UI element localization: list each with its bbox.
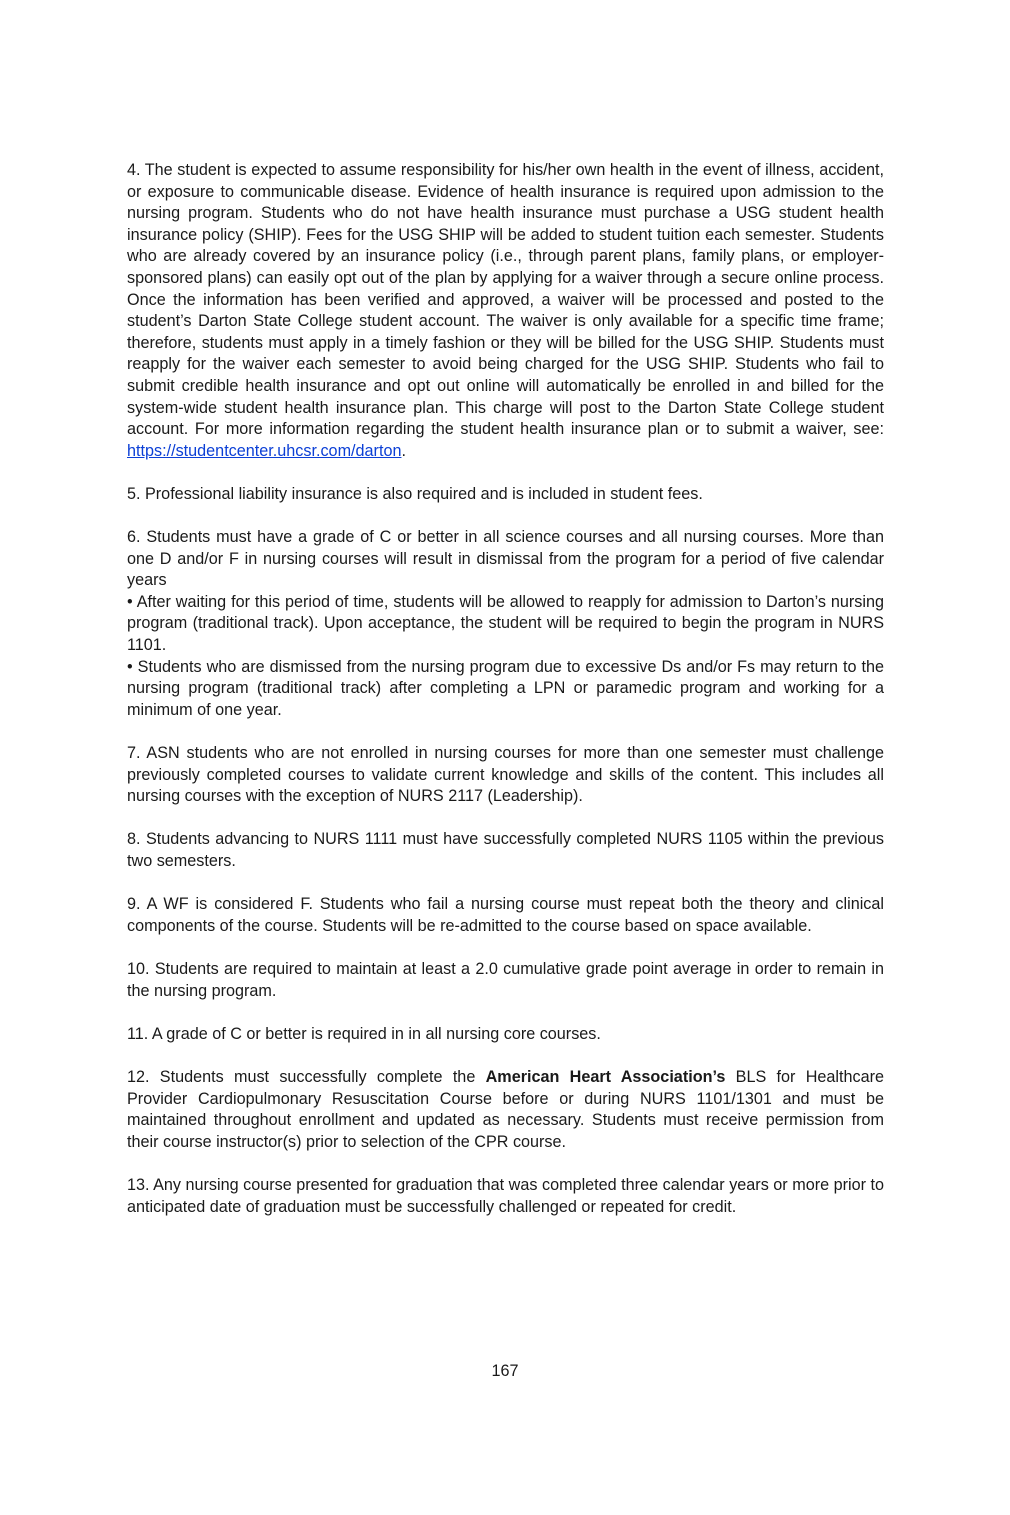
document-body (127, 160, 884, 1218)
paragraph-item-12 (127, 1067, 884, 1153)
item-4-text: 4. The student is expected to assume responsibility for his/her own health in the event of illness, accident, or exposure to communicable disease. Evidence of health insurance is required upon admission to the nursing program. Students who do not have health insurance must purchase a USG student health insurance policy (SHIP). Fees for the USG SHIP will be added to student tuition each semester. Students who are already covered by an insurance policy (i.e., through parent plans, family plans, or employer-sponsored plans) can easily opt out of the plan by applying for a waiver through a secure online process. Once the information has been verified and approved, a waiver will be processed and posted to the student’s Darton State College student account. The waiver is only available for a specific time frame; therefore, students must apply in a timely fashion or they will be billed for the USG SHIP. Students must reapply for the waiver each semester to avoid being charged for the USG SHIP. Students who fail to submit credible health insurance and opt out online will automatically be enrolled in and billed for the system-wide student health insurance plan. This charge will post to the Darton State College student account. For more information regarding the student health insurance plan or to submit a waiver, see: (127, 161, 884, 439)
paragraph-item-4 (127, 160, 884, 462)
item-6-bullet-2: • Students who are dismissed from the nursing program due to excessive Ds and/or Fs may return to the nursing program (traditional track) after completing a LPN or paramedic program and working for a minimum of one year. (127, 657, 884, 719)
item-12-after: BLS for Healthcare Provider Cardiopulmonary Resuscitation Course before or during NURS 1101/1301 and must be maintained throughout enrollment and updated as necessary. Students must receive permission from their course instructor(s) prior to selection of the CPR course. (127, 1067, 884, 1151)
item-4-suffix: . (401, 441, 406, 460)
paragraph-item-8: 8. Students advancing to NURS 1111 must have successfully completed NURS 1105 within the previous two semesters. (127, 830, 884, 870)
paragraph-item-5: 5. Professional liability insurance is also required and is included in student fees. (127, 484, 703, 503)
paragraph-item-13: 13. Any nursing course presented for graduation that was completed three calendar years or more prior to anticipated date of graduation must be successfully challenged or repeated for credit. (127, 1175, 884, 1216)
item-12-before: 12. Students must successfully complete the (127, 1067, 486, 1086)
page-number: 167 (491, 1362, 519, 1380)
paragraph-item-11: 11. A grade of C or better is required in in all nursing core courses. (127, 1024, 601, 1043)
paragraph-item-7: 7. ASN students who are not enrolled in nursing courses for more than one semester must challenge previously completed courses to validate current knowledge and skills of the content. This includes all nursing courses with the exception of NURS 2117 (Leadership). (127, 744, 884, 806)
paragraph-item-6: 6. Students must have a grade of C or better in all science courses and all nursing courses. More than one D and/or F in nursing courses will result in dismissal from the program for a period of five calendar years (127, 528, 884, 590)
paragraph-item-10: 10. Students are required to maintain at least a 2.0 cumulative grade point average in order to remain in the nursing program. (127, 959, 884, 1000)
item-12-bold-org: American Heart Association’s (485, 1067, 726, 1086)
paragraph-item-9: 9. A WF is considered F. Students who fail a nursing course must repeat both the theory and clinical components of the course. Students will be re-admitted to the course based on space available. (127, 895, 884, 935)
student-center-link[interactable]: https://studentcenter.uhcsr.com/darton (127, 441, 402, 460)
item-6-bullet-1: • After waiting for this period of time, students will be allowed to reapply for admission to Darton’s nursing program (traditional track). Upon acceptance, the student will be required to begin the program in NURS 1101. (127, 592, 884, 655)
